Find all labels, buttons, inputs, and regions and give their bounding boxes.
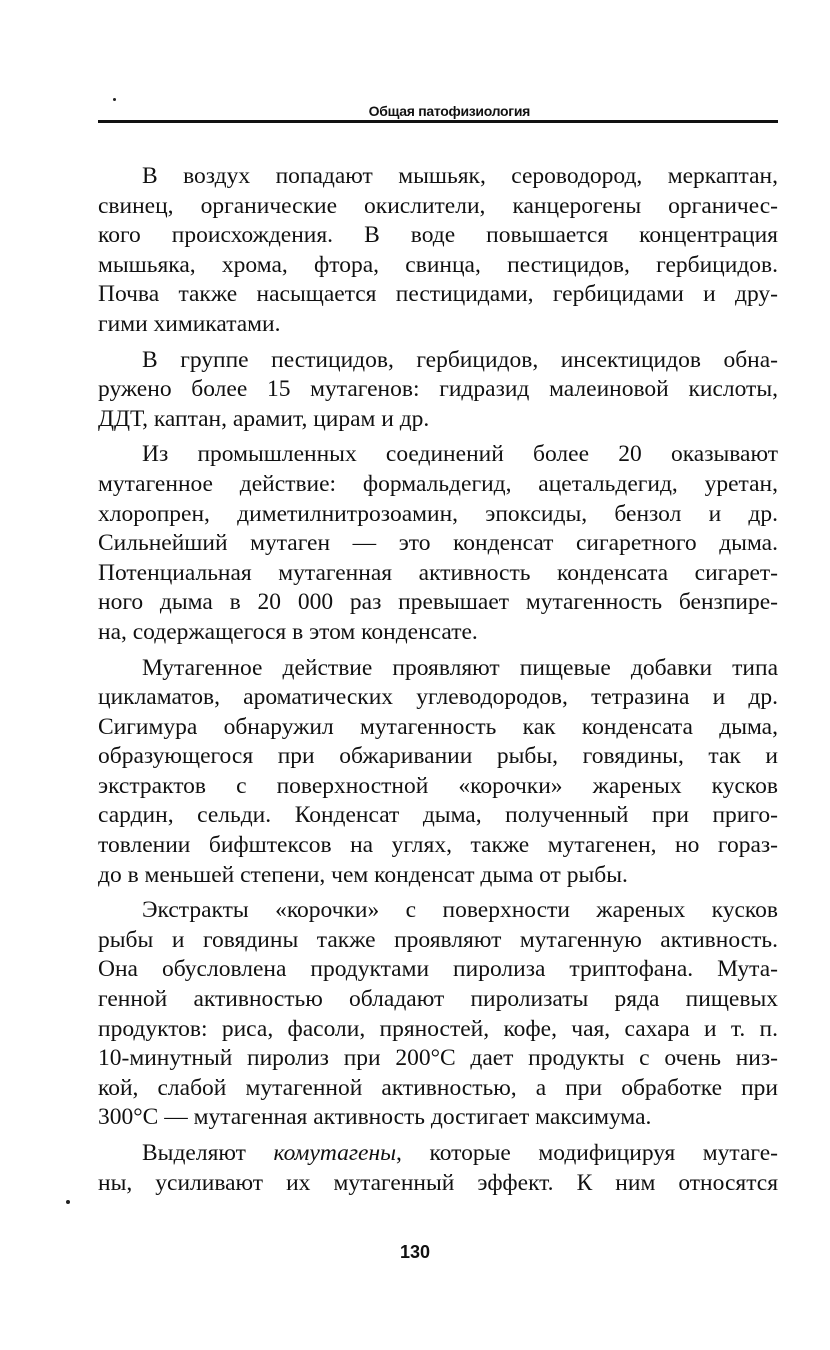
text-line: цикламатов, ароматических углеводородов, тетразина и др. — [98, 684, 778, 711]
margin-dot-mark — [66, 1200, 70, 1204]
text-line: на, содержащегося в этом конденсате. — [98, 618, 478, 645]
paragraph-3 — [98, 440, 778, 647]
text-line: гими химикатами. — [98, 310, 281, 337]
text-line: мутагенное действие: формальдегид, ацетальдегид, уретан, — [98, 470, 778, 497]
page-number: 130 — [399, 1242, 431, 1262]
text-line: образующегося при обжаривании рыбы, говядины, так и — [98, 743, 778, 770]
text-line: ного дыма в 20 000 раз превышает мутагенность бензпире- — [98, 589, 778, 616]
text-line: Из промышленных соединений более 20 оказывают — [142, 441, 778, 468]
header-dot-mark — [113, 98, 116, 101]
emphasized-term: комутагены — [273, 1140, 397, 1166]
text-run: , которые модифицируя мутаге- — [396, 1140, 779, 1166]
text-line: В воздух попадают мышьяк, сероводород, меркаптан, — [142, 163, 778, 189]
text-line: хлоропрен, диметилнитрозоамин, эпоксиды, бензол и др. — [98, 500, 778, 527]
text-line: товлении бифштексов на углях, также мутагенен, но горaз- — [98, 832, 778, 859]
text-line: Она обусловлена продуктами пиролиза триптофана. Мута- — [98, 956, 778, 983]
text-line: Сильнейший мутаген — это конденсат сигаретного дыма. — [98, 530, 778, 557]
paragraph-2 — [98, 346, 778, 435]
text-line: кой, слабой мутагенной активностью, а при обработке при — [98, 1074, 778, 1101]
text-line: ны, усиливают их мутагенный эффект. К ним относятся — [98, 1169, 778, 1196]
text-line: сардин, сельди. Конденсат дыма, полученный при приго- — [98, 802, 778, 829]
text-line: Почва также насыщается пестицидами, гербицидами и дру- — [98, 281, 778, 308]
text-line: 10-минутный пиролиз при 200°С дает продукты с очень низ- — [98, 1045, 778, 1072]
running-header — [98, 98, 778, 123]
text-line: до в меньшей степени, чем конденсат дыма от рыбы. — [98, 861, 628, 888]
text-line: Сигимура обнаружил мутагенность как конденсата дыма, — [98, 713, 778, 740]
paragraph-4 — [98, 654, 778, 891]
paragraph-5 — [98, 896, 778, 1133]
text-line: В группе пестицидов, гербицидов, инсектицидов обна- — [142, 346, 778, 373]
text-line: ружено более 15 мутагенов: гидразид малеиновой кислоты, — [98, 376, 778, 403]
text-line: Потенциальная мутагенная активность конденсата сигарет- — [98, 559, 778, 586]
text-run: Выделяют — [142, 1140, 274, 1166]
text-line: мышьяка, хрома, фтора, свинца, пестицидов, гербицидов. — [98, 251, 778, 278]
text-line: генной активностью обладают пиролизаты ряда пищевых — [98, 986, 778, 1013]
text-line — [98, 1139, 778, 1169]
text-line: кого происхождения. В воде повышается концентрация — [98, 222, 778, 249]
text-line: продуктов: риса, фасоли, пряностей, кофе, чая, сахара и т. п. — [98, 1015, 778, 1042]
text-line: Мутагенное действие проявляют пищевые добавки типа — [142, 654, 778, 681]
text-line: рыбы и говядины также проявляют мутагенную активность. — [98, 926, 778, 953]
paragraph-6 — [98, 1139, 778, 1198]
text-line: свинец, органические окислители, канцерогены органичес- — [98, 192, 778, 219]
text-line: Экстракты «корочки» с поверхности жареных кусков — [142, 897, 778, 924]
paragraph-1 — [98, 162, 778, 340]
running-header-title: Общая патофизиология — [368, 103, 530, 119]
text-line: 300°С — мутагенная активность достигает максимума. — [98, 1104, 652, 1131]
body-text — [98, 162, 778, 1198]
text-line: экстрактов с поверхностной «корочки» жареных кусков — [98, 772, 778, 799]
text-line: ДДТ, каптан, арамит, цирам и др. — [98, 405, 430, 432]
